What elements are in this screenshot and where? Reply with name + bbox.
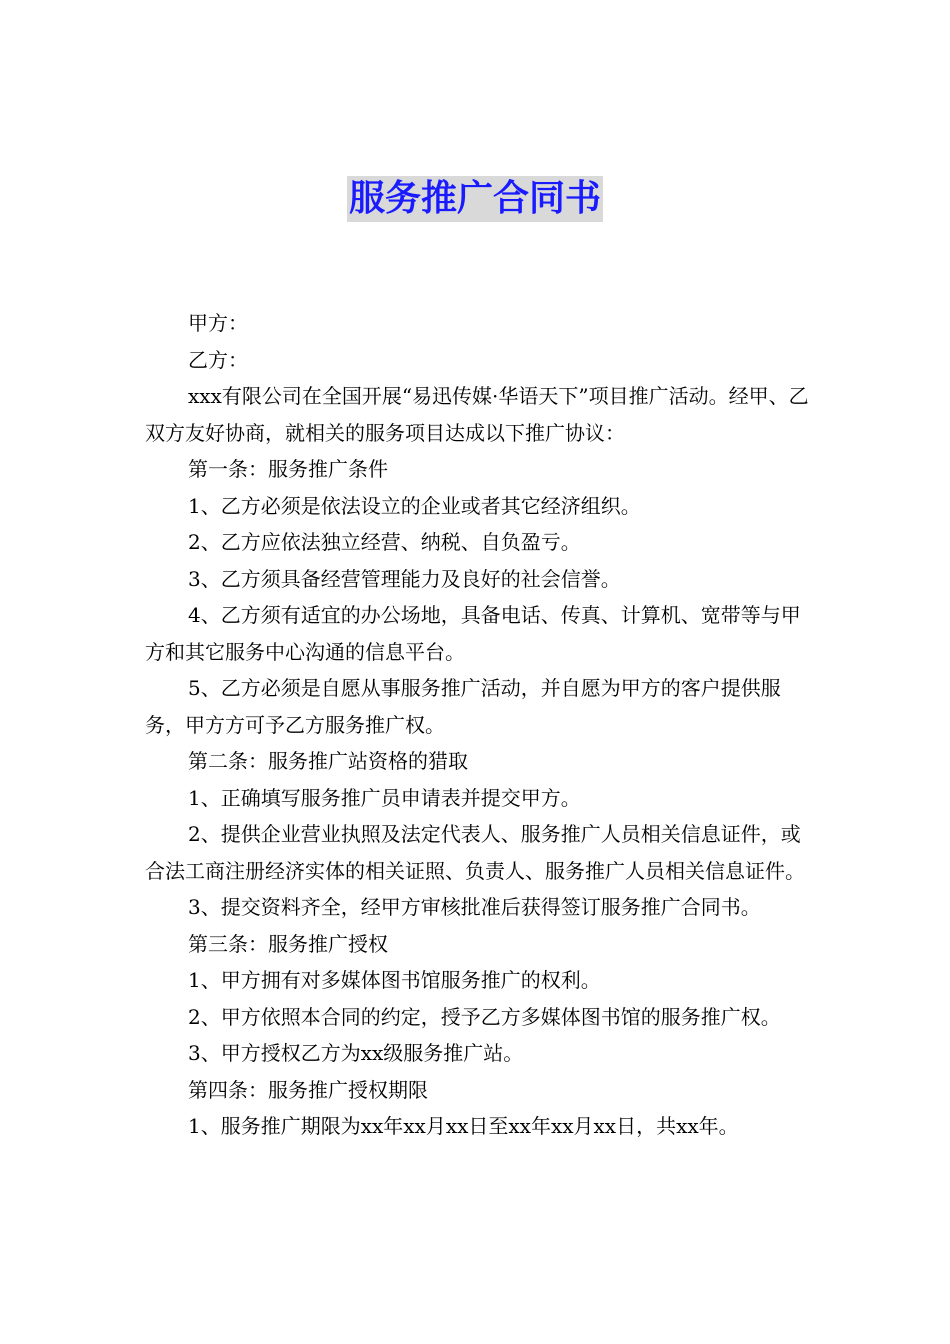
article-3-item-3: 3、甲方授权乙方为xx级服务推广站。	[188, 1041, 524, 1065]
article-1-item-3: 3、乙方须具备经营管理能力及良好的社会信誉。	[188, 566, 621, 591]
document-title: 服务推广合同书	[347, 176, 603, 222]
title-wrap	[0, 176, 950, 222]
article-2-item-1: 1、正确填写服务推广员申请表并提交甲方。	[188, 785, 581, 810]
article-3-item-2: 2、甲方依照本合同的约定，授予乙方多媒体图书馆的服务推广权。	[188, 1004, 781, 1029]
article-2-item-3: 3、提交资料齐全，经甲方审核批准后获得签订服务推广合同书。	[188, 895, 761, 919]
article-1-item-2: 2、乙方应依法独立经营、纳税、自负盈亏。	[188, 530, 581, 554]
article-1-heading: 第一条：服务推广条件	[188, 457, 388, 481]
article-3-item-1: 1、甲方拥有对多媒体图书馆服务推广的权利。	[188, 968, 601, 992]
article-1-item-5: 5、乙方必须是自愿从事服务推广活动，并自愿为甲方的客户提供服务，甲方方可予乙方服务推广权。	[145, 676, 781, 737]
intro-paragraph: xxx有限公司在全国开展“易迅传媒·华语天下”项目推广活动。经甲、乙双方友好协商，就相关的服务项目达成以下推广协议：	[145, 384, 809, 445]
article-2-item-2: 2、提供企业营业执照及法定代表人、服务推广人员相关信息证件，或合法工商注册经济实体的相关证照、负责人、服务推广人员相关信息证件。	[145, 822, 805, 883]
document-body	[145, 305, 815, 1145]
article-3-heading: 第三条：服务推广授权	[188, 931, 388, 956]
article-2-heading: 第二条：服务推广站资格的猎取	[188, 749, 468, 773]
party-b-line: 乙方：	[188, 347, 248, 372]
party-a-line: 甲方：	[188, 311, 248, 335]
article-1-item-4: 4、乙方须有适宜的办公场地，具备电话、传真、计算机、宽带等与甲方和其它服务中心沟通的信息平台。	[145, 603, 801, 664]
article-4-heading: 第四条：服务推广授权期限	[188, 1077, 428, 1102]
article-4-item-1: 1、服务推广期限为xx年xx月xx日至xx年xx月xx日，共xx年。	[188, 1114, 739, 1138]
article-1-item-1: 1、乙方必须是依法设立的企业或者其它经济组织。	[188, 493, 641, 518]
